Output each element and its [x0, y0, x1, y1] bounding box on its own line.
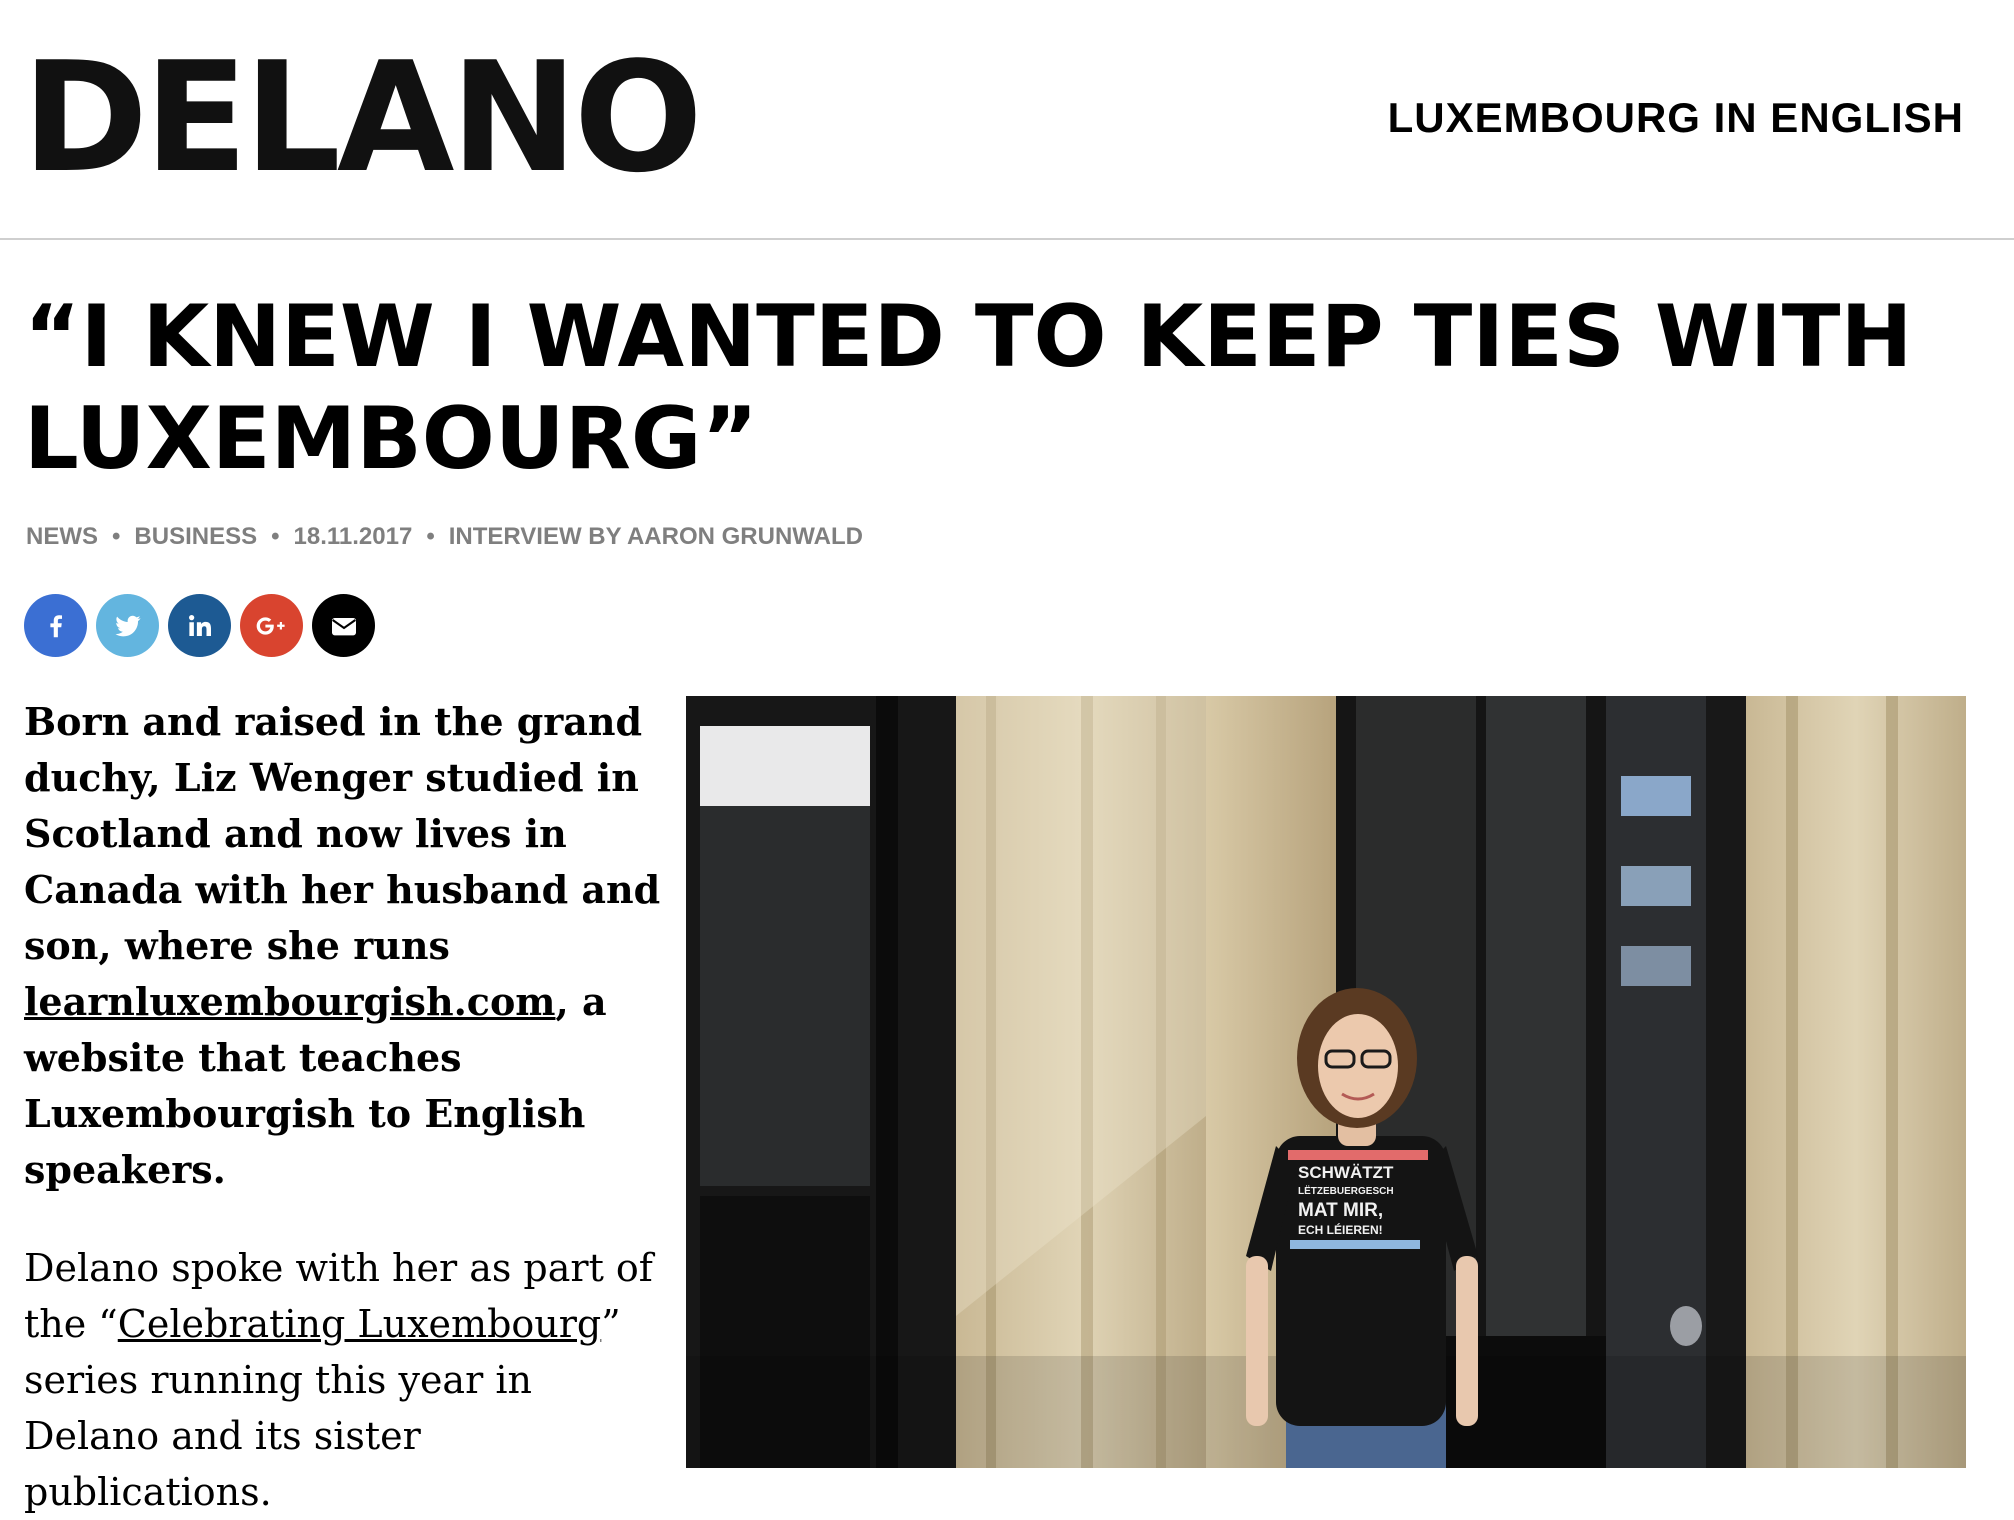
shirt-text-line: SCHWÄTZT — [1298, 1163, 1394, 1182]
linkedin-icon — [185, 611, 215, 641]
celebrating-luxembourg-link[interactable]: Celebrating Luxembourg — [117, 1302, 602, 1346]
shirt-text-line: LËTZEBUERGESCH — [1298, 1186, 1394, 1197]
lead-text: Born and raised in the grand duchy, Liz Wenger studied in Scotland and now lives in Canada with her husband and son, where she runs — [24, 699, 661, 968]
article-photo[interactable] — [686, 696, 1966, 1468]
share-buttons — [24, 594, 375, 657]
article-body-paragraph — [24, 1240, 664, 1520]
twitter-icon — [113, 611, 143, 641]
meta-byline: INTERVIEW BY AARON GRUNWALD — [448, 523, 863, 550]
site-tagline: LUXEMBOURG IN ENGLISH — [1387, 94, 1964, 141]
share-linkedin-button[interactable] — [168, 594, 231, 657]
body-text: Delano spoke with her as part of the “ — [24, 1246, 653, 1346]
meta-separator: • — [426, 523, 435, 550]
article-headline: “I KNEW I WANTED TO KEEP TIES WITH LUXEMBOURG” — [24, 287, 1913, 489]
article-lead — [24, 694, 664, 1198]
photo-liz-wenger — [686, 696, 1966, 1468]
meta-date: 18.11.2017 — [293, 523, 413, 550]
site-logo[interactable]: DELANO — [22, 29, 699, 206]
envelope-icon — [328, 610, 360, 642]
site-header — [0, 0, 2014, 240]
lead-text: , a website that teaches Luxembourgish to English speakers. — [24, 979, 607, 1192]
share-google-plus-button[interactable] — [240, 594, 303, 657]
shirt-text-line: MAT MIR, — [1298, 1200, 1384, 1221]
article-meta — [26, 522, 863, 552]
share-facebook-button[interactable] — [24, 594, 87, 657]
meta-category-link[interactable]: BUSINESS — [134, 523, 258, 550]
meta-separator: • — [271, 523, 280, 550]
share-twitter-button[interactable] — [96, 594, 159, 657]
meta-section-link[interactable]: NEWS — [26, 523, 98, 550]
learnluxembourgish-link[interactable]: learnluxembourgish.com — [24, 979, 556, 1024]
google-plus-icon — [254, 611, 290, 641]
meta-separator: • — [112, 523, 121, 550]
shirt-text-line: ECH LÉIEREN! — [1298, 1223, 1383, 1237]
body-text: ” series running this year in Delano and its sister publications. — [24, 1302, 621, 1514]
facebook-icon — [41, 611, 71, 641]
share-email-button[interactable] — [312, 594, 375, 657]
